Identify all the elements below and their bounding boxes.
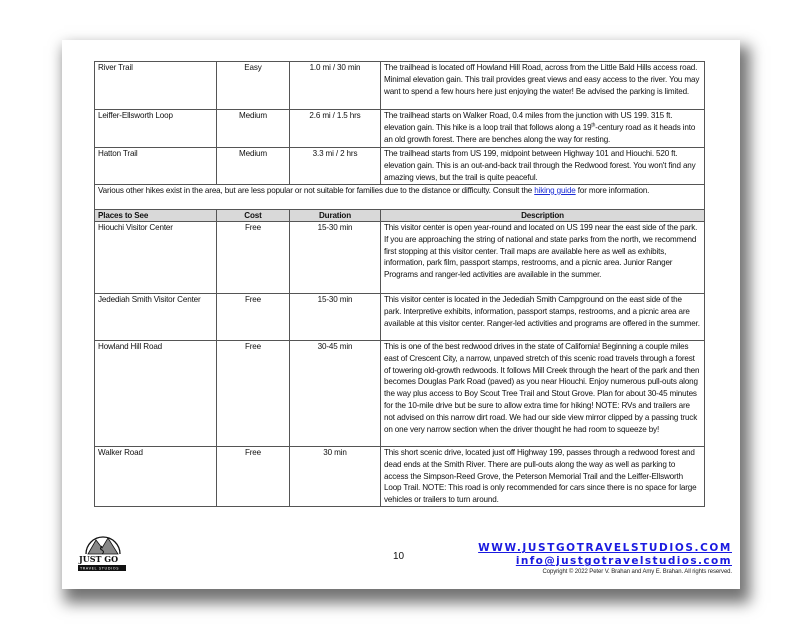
place-duration: 30 min <box>290 446 381 507</box>
footer-contact <box>478 542 732 576</box>
copyright-text: Copyright © 2022 Peter V. Brahan and Amy E. Brahan. All rights reserved. <box>542 569 732 576</box>
email-link[interactable]: info@justgotravelstudios.com <box>515 555 732 568</box>
place-duration: 15-30 min <box>290 221 381 293</box>
hike-difficulty: Medium <box>217 110 290 148</box>
document-page <box>62 40 740 589</box>
place-description: This visitor center is located in the Jedediah Smith Campground on the east side of the park. Interpretive exhibits, information, passport stamps, restrooms, and a picnic area are available at this visitor center. Ranger-led activities and programs are offered in the summer. <box>381 293 705 340</box>
superscript: th <box>591 122 596 129</box>
table-row <box>95 293 705 340</box>
table-row <box>95 446 705 507</box>
place-cost: Free <box>217 340 290 446</box>
just-go-logo <box>76 534 130 572</box>
hike-difficulty: Medium <box>217 148 290 185</box>
trails-and-places-table <box>94 61 705 507</box>
note-row <box>95 184 705 209</box>
hike-description: The trailhead is located off Howland Hill Road, across from the Little Bald Hills access road. Minimal elevation gain. This trail provides great views and easy access to the river. You may want to spend a few hours here just enjoying the water! Be advised the parking is limited. <box>381 62 705 110</box>
hike-name: River Trail <box>95 62 217 110</box>
description-text: The trailhead starts on Walker Road, 0.4 miles from the junction with US 199. 315 ft. elevation gain. This hike is a loop trail that follows along a 19 <box>384 111 673 132</box>
place-description: This short scenic drive, located just off Highway 199, passes through a redwood forest and dead ends at the Smith River. There are pull-outs along the way as well as parking to access the Simpson-Reed Grove, the Peterson Memorial Trail and the Leiffer-Ellsworth Loop Trail. NOTE: This road is only recommended for cars since there is no space for large vehicles or trailers to turn around. <box>381 446 705 507</box>
table-row <box>95 110 705 148</box>
hiking-guide-link[interactable]: hiking guide <box>534 185 576 195</box>
table-row <box>95 62 705 110</box>
place-description: This visitor center is open year-round and located on US 199 near the east side of the park. If you are approaching the string of national and state parks from the north, we recommend first stopping at this visitor center. Trail maps are available here as well as exhibits, information, park film, passport stamps, restrooms, and a picnic area. Junior Ranger Programs and ranger-led activities are available in the summer. <box>381 221 705 293</box>
header-cost: Cost <box>217 209 290 221</box>
mountain-logo-icon <box>76 534 130 572</box>
note-text <box>95 184 705 209</box>
place-name: Jedediah Smith Visitor Center <box>95 293 217 340</box>
logo-text: JUST GO <box>79 554 119 565</box>
page-footer <box>62 534 740 574</box>
hike-description <box>381 110 705 148</box>
place-duration: 15-30 min <box>290 293 381 340</box>
places-header-row <box>95 209 705 221</box>
website-link[interactable]: WWW.JUSTGOTRAVELSTUDIOS.COM <box>478 542 732 555</box>
header-description: Description <box>381 209 705 221</box>
place-name: Hiouchi Visitor Center <box>95 221 217 293</box>
place-name: Howland Hill Road <box>95 340 217 446</box>
place-cost: Free <box>217 221 290 293</box>
table-row <box>95 148 705 185</box>
place-name: Walker Road <box>95 446 217 507</box>
place-description: This is one of the best redwood drives in the state of California! Beginning a couple miles east of Crescent City, a narrow, unpaved stretch of this scenic road travels through a forest of towering old-growth redwoods. It follows Mill Creek through the heart of the park and then becomes Douglas Park Road (paved) as you near Hiouchi. Enjoy numerous pull-outs along the way plus access to Boy Scout Tree Trail and Stout Grove. Plan for about 30-45 minutes for the 10-mile drive but be sure to allow extra time for hiking! NOTE: RVs and trailers are not advised on this narrow dirt road. We had our side view mirror clipped by a passing truck on one very narrow section when the driver thought he had room to squeeze by! <box>381 340 705 446</box>
hike-description: The trailhead starts from US 199, midpoint between Highway 101 and Hiouchi. 520 ft. elevation gain. This is an out-and-back trail through the Redwood forest. You won't find any amazing views, but the trail is quite peaceful. <box>381 148 705 185</box>
hike-difficulty: Easy <box>217 62 290 110</box>
note-post: for more information. <box>575 185 650 195</box>
place-duration: 30-45 min <box>290 340 381 446</box>
header-places: Places to See <box>95 209 217 221</box>
note-pre: Various other hikes exist in the area, but are less popular or not suitable for families due to the distance or difficulty. Consult the <box>98 185 535 195</box>
hike-distance: 3.3 mi / 2 hrs <box>290 148 381 185</box>
place-cost: Free <box>217 446 290 507</box>
header-duration: Duration <box>290 209 381 221</box>
hike-distance: 2.6 mi / 1.5 hrs <box>290 110 381 148</box>
hike-name: Leiffer-Ellsworth Loop <box>95 110 217 148</box>
logo-subtext: TRAVEL STUDIOS <box>80 566 120 571</box>
description-text: -century road as it heads into an old growth forest. There are benches along the way for resting. <box>384 122 696 144</box>
hike-distance: 1.0 mi / 30 min <box>290 62 381 110</box>
table-row <box>95 221 705 293</box>
place-cost: Free <box>217 293 290 340</box>
hike-name: Hatton Trail <box>95 148 217 185</box>
table-row <box>95 340 705 446</box>
page-number: 10 <box>393 551 405 563</box>
